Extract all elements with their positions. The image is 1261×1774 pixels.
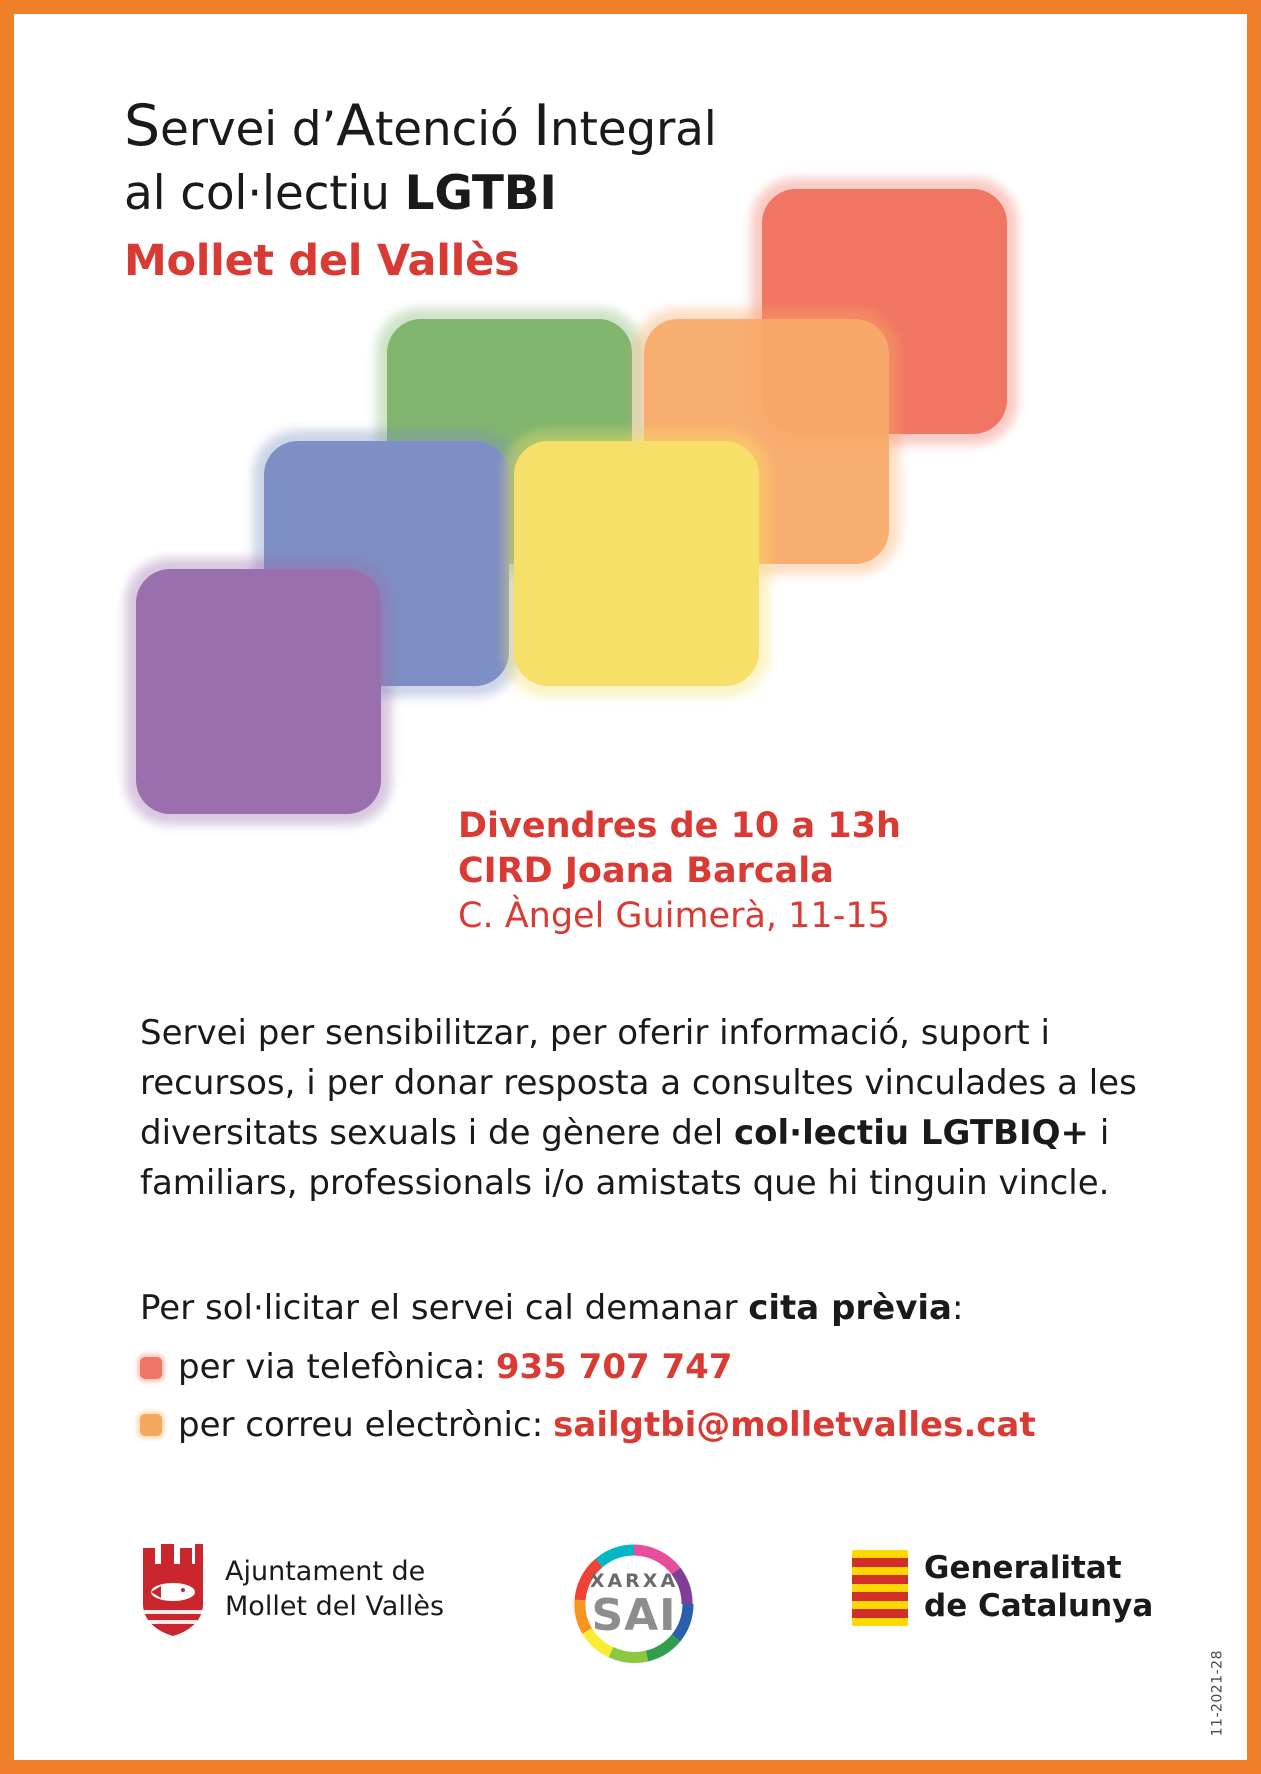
reference-code: 11-2021-28: [1209, 1650, 1225, 1737]
logo-xarxa-sai: [559, 1538, 709, 1670]
generalitat-label: [924, 1550, 1153, 1626]
request-block: [140, 1284, 1170, 1450]
square-yellow: [514, 441, 759, 686]
rainbow-ring-icon: [559, 1538, 709, 1670]
sai-word: SAI: [591, 1590, 677, 1641]
xarxa-word: XARXA: [589, 1570, 679, 1592]
ajuntament-label: [225, 1555, 444, 1624]
request-lead-highlight: cita prèvia: [748, 1288, 953, 1328]
contact-email-row: [140, 1401, 1170, 1450]
request-lead-part-1: Per sol·licitar el servei cal demanar: [140, 1288, 749, 1328]
schedule-hours: Divendres de 10 a 13h: [458, 806, 901, 846]
schedule-block: [458, 804, 901, 938]
generalitat-line-2: de Catalunya: [924, 1588, 1154, 1624]
request-lead-part-2: :: [952, 1288, 964, 1328]
contact-phone-label: per via telefònica:: [178, 1347, 486, 1388]
description-highlight: col·lectiu LGTBIQ+: [733, 1112, 1090, 1153]
generalitat-line-1: Generalitat: [924, 1550, 1122, 1587]
logo-ajuntament-mollet: [139, 1542, 444, 1638]
page-title-line-2: al col·lectiu LGTBI: [124, 166, 557, 222]
request-lead: [140, 1284, 1170, 1333]
contact-email-label: per correu electrònic:: [178, 1404, 544, 1445]
schedule-venue: CIRD Joana Barcala: [458, 850, 834, 891]
page-title-line-1: Servei d’Atenció Integral: [124, 93, 717, 159]
footer-logos: [14, 1532, 1261, 1682]
square-purple: [136, 569, 381, 814]
schedule-address: C. Àngel Guimerà, 11-15: [458, 895, 890, 936]
senyera-flag-icon: [852, 1550, 908, 1626]
ajuntament-line-1: Ajuntament de: [225, 1556, 426, 1588]
service-description: [140, 1009, 1160, 1209]
ajuntament-line-2: Mollet del Vallès: [225, 1591, 445, 1622]
poster-header: [124, 89, 944, 286]
logo-generalitat: [852, 1550, 1153, 1626]
coat-of-arms-icon: [139, 1542, 207, 1638]
contact-email-value[interactable]: sailgtbi@molletvalles.cat: [553, 1404, 1036, 1445]
square-bullet-icon: [140, 1357, 162, 1379]
square-bullet-icon: [140, 1414, 162, 1436]
contact-phone-row: [140, 1343, 1170, 1392]
page-subtitle: Mollet del Vallès: [124, 236, 520, 287]
contact-phone-value[interactable]: 935 707 747: [495, 1347, 733, 1388]
description-part-2: i familiars, professionals i/o amistats que hi tinguin vincle.: [140, 1112, 1110, 1203]
description-part-1: Servei per sensibilitzar, per oferir informació, suport i recursos, i per donar resposta a consultes vinculades a les diversitats sexuals i de gènere del: [140, 1013, 1137, 1153]
